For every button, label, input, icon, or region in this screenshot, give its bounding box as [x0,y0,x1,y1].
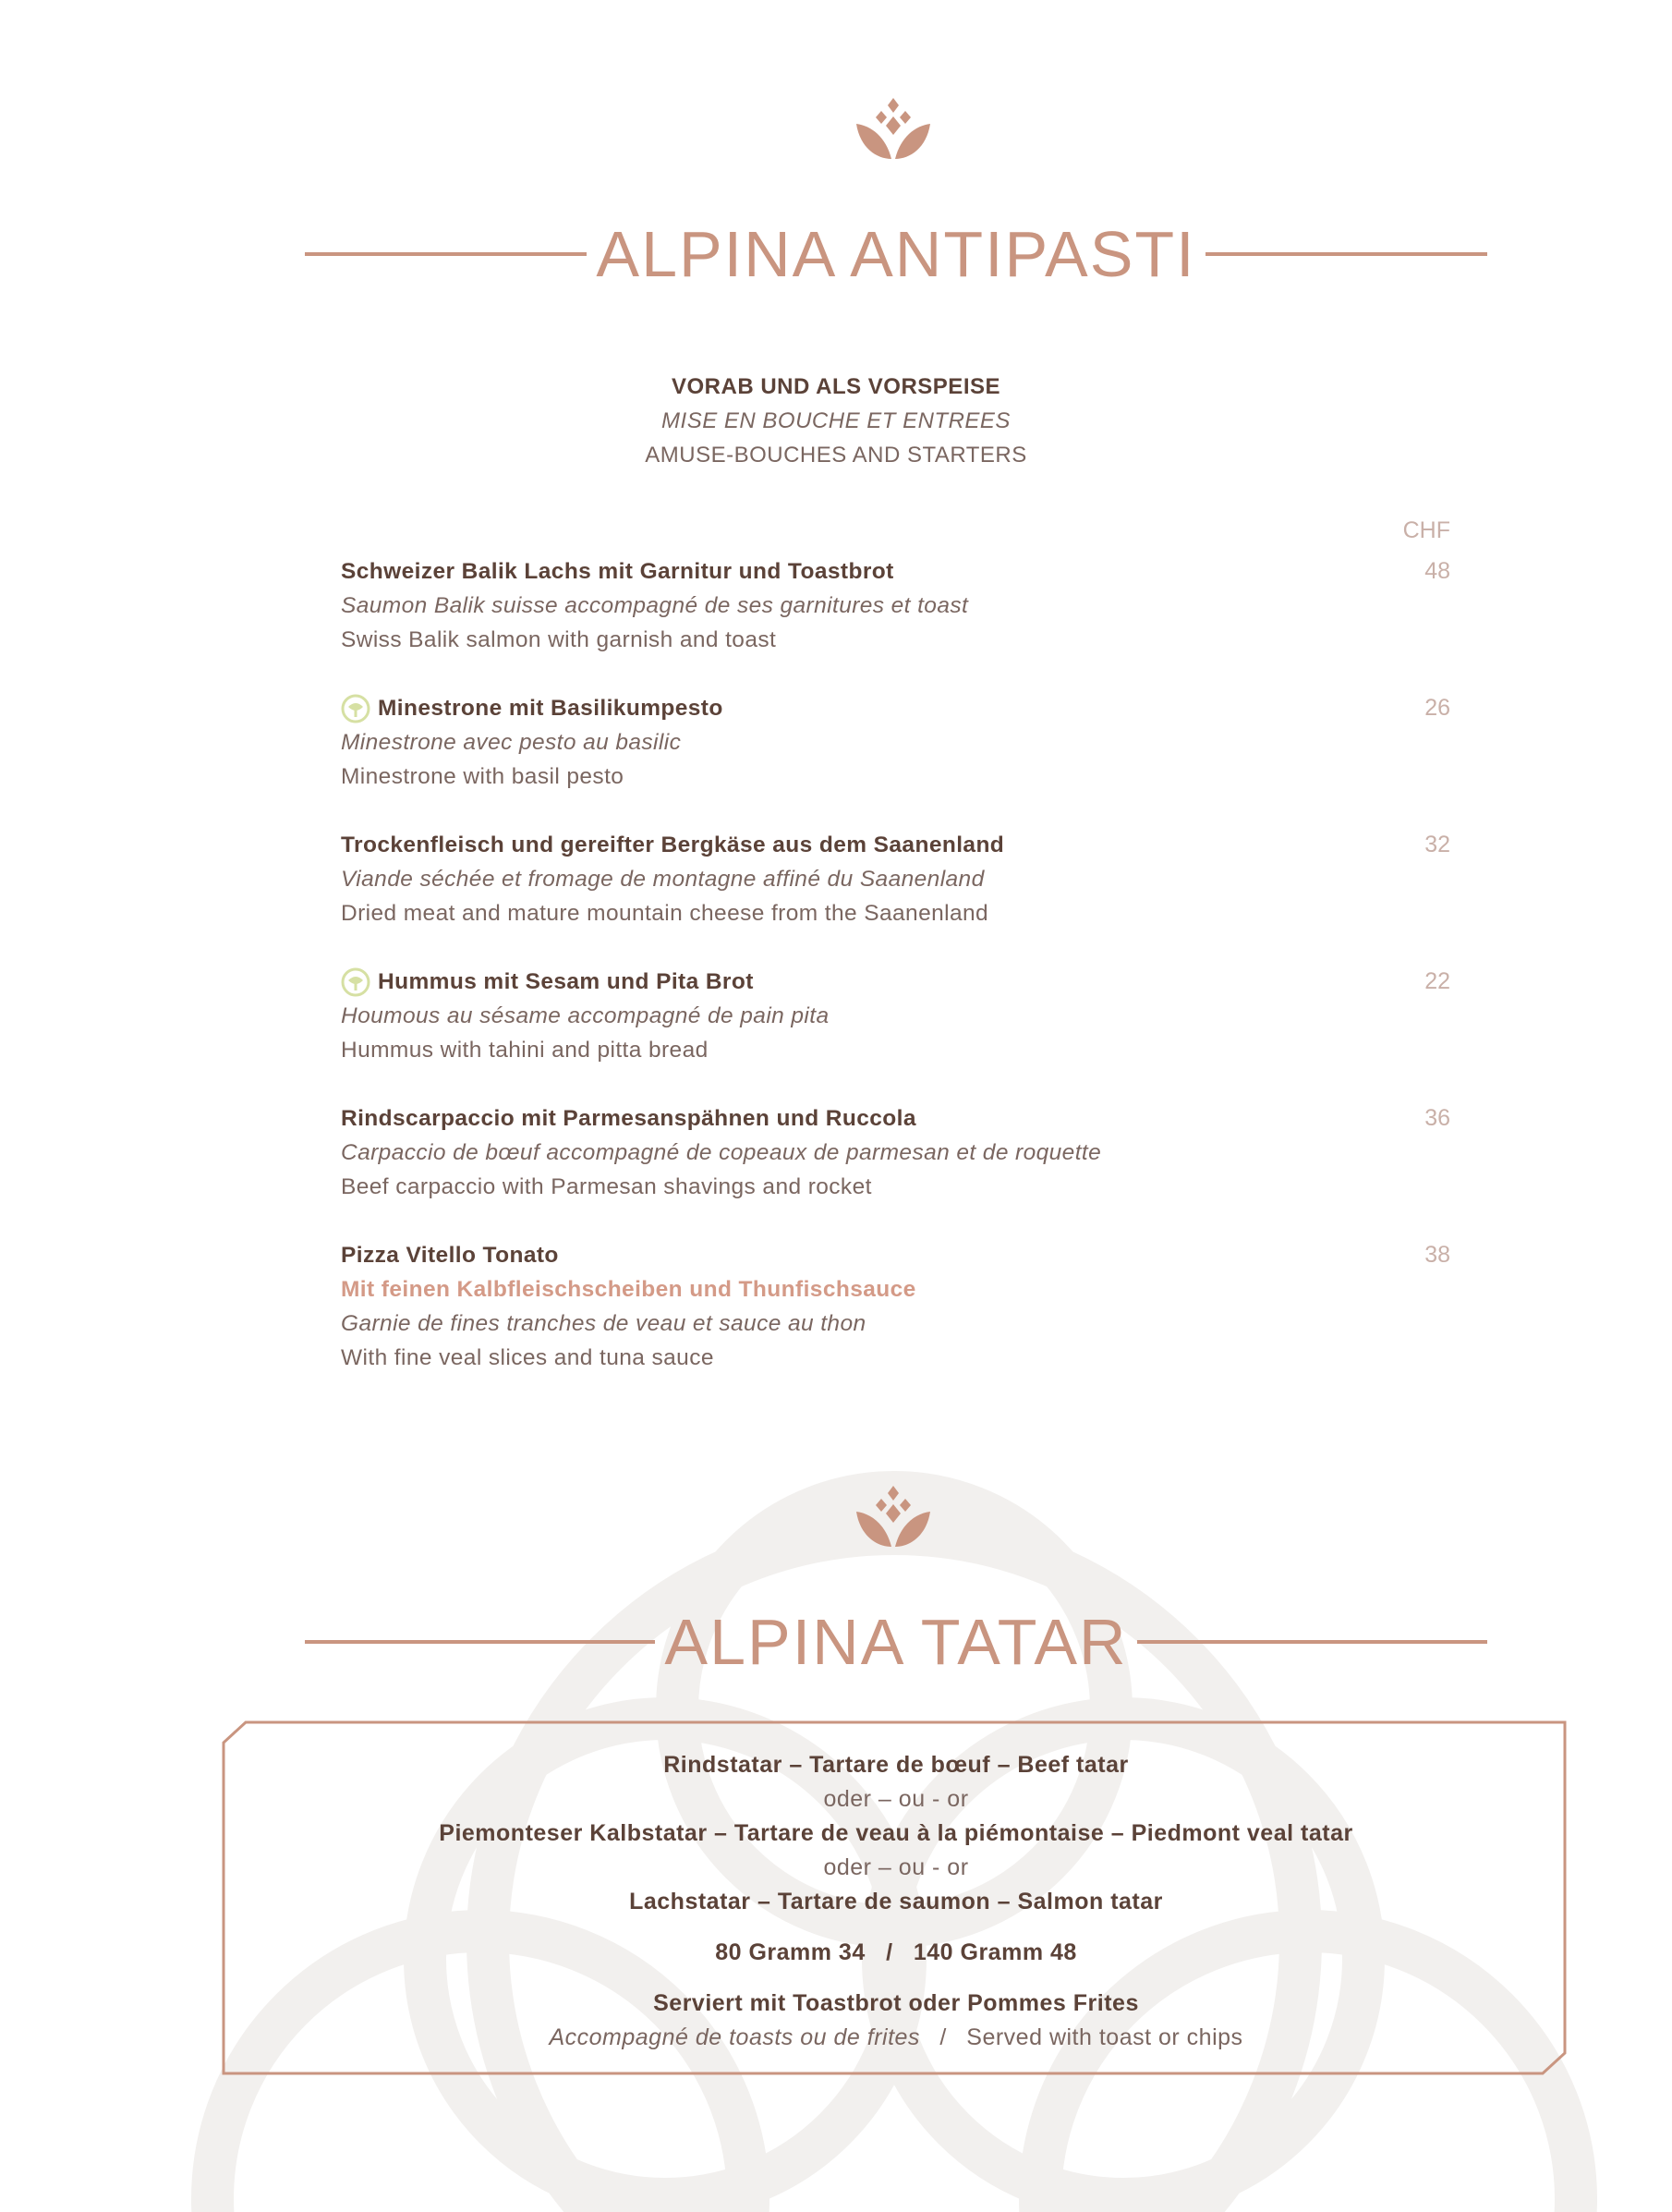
menu-item-name: Rindscarpaccio mit Parmesanspähnen und Ruccola [341,1106,916,1131]
menu-item-french: Viande séchée et fromage de montagne affiné du Saanenland [341,867,985,892]
menu-item-name: Pizza Vitello Tonato [341,1243,559,1268]
vegetarian-icon [341,967,370,997]
tatar-served-with-de: Serviert mit Toastbrot oder Pommes Frites [653,1990,1139,2016]
antipasti-title: ALPINA ANTIPASTI [596,218,1196,290]
menu-item-price: 22 [1424,968,1450,994]
menu-item-french: Houmous au sésame accompagné de pain pita [341,1003,830,1028]
menu-item-english: Dried meat and mature mountain cheese from the Saanenland [341,901,989,926]
tatar-heading [305,1600,1487,1683]
subtitle-en: AMUSE-BOUCHES AND STARTERS [645,443,1027,468]
menu-item-english: With fine veal slices and tuna sauce [341,1345,714,1370]
tatar-option-beef: Rindstatar – Tartare de bœuf – Beef tatar [663,1752,1129,1778]
tatar-title: ALPINA TATAR [664,1606,1128,1678]
tatar-served-with-en: Served with toast or chips [966,2024,1243,2050]
heading-rule-left [305,252,587,256]
tatar-or-separator: oder – ou - or [823,1786,969,1812]
antipasti-subtitle [0,370,1672,472]
menu-item-name: Minestrone mit Basilikumpesto [341,691,1450,725]
tatar-served-separator: / [939,2024,947,2050]
vegetarian-icon [341,694,370,723]
tatar-served-with-translations [0,2021,1672,2055]
menu-item-name: Hummus mit Sesam und Pita Brot [341,965,1450,999]
menu-item-french: Carpaccio de bœuf accompagné de copeaux de parmesan et de roquette [341,1140,1102,1165]
menu-item-name: Trockenfleisch und gereifter Bergkäse aus dem Saanenland [341,833,1005,857]
tatar-content [0,1748,1672,2055]
tatar-served-with-fr: Accompagné de toasts ou de frites [549,2024,920,2050]
antipasti-menu [341,554,1450,1414]
menu-item-description: Mit feinen Kalbfleischscheiben und Thunfischsauce [341,1277,916,1302]
menu-item [341,965,1450,1101]
menu-item-english: Hummus with tahini and pitta bread [341,1038,709,1063]
tatar-option-veal: Piemonteser Kalbstatar – Tartare de veau à la piémontaise – Piedmont veal tatar [439,1820,1353,1846]
menu-item-price: 26 [1424,695,1450,721]
menu-item-price: 36 [1424,1105,1450,1131]
subtitle-de: VORAB UND ALS VORSPEISE [672,374,1000,399]
menu-item-english: Minestrone with basil pesto [341,764,624,789]
menu-item [341,1238,1450,1414]
heading-rule-left [305,1640,655,1644]
menu-item-name: Schweizer Balik Lachs mit Garnitur und Toastbrot [341,559,894,584]
heading-rule-right [1206,252,1487,256]
menu-item-price: 38 [1424,1242,1450,1268]
menu-item-french: Saumon Balik suisse accompagné de ses garnitures et toast [341,593,969,618]
menu-item-price: 48 [1424,558,1450,584]
tatar-option-salmon: Lachstatar – Tartare de saumon – Salmon tatar [629,1889,1163,1914]
menu-item-french: Garnie de fines tranches de veau et sauce au thon [341,1311,866,1336]
lotus-emblem-icon [854,1484,932,1550]
heading-rule-right [1137,1640,1487,1644]
menu-item-english: Beef carpaccio with Parmesan shavings and rocket [341,1174,872,1199]
menu-item-price: 32 [1424,832,1450,857]
tatar-sizes-prices: 80 Gramm 34 / 140 Gramm 48 [715,1939,1077,1965]
lotus-emblem-icon [854,96,932,163]
antipasti-heading [305,213,1487,296]
menu-item [341,828,1450,965]
menu-item [341,691,1450,828]
menu-item [341,1101,1450,1238]
menu-item [341,554,1450,691]
menu-item-english: Swiss Balik salmon with garnish and toast [341,627,777,652]
subtitle-fr: MISE EN BOUCHE ET ENTREES [661,408,1011,433]
menu-item-french: Minestrone avec pesto au basilic [341,730,682,755]
currency-label: CHF [1402,517,1450,543]
tatar-or-separator: oder – ou - or [823,1854,969,1880]
